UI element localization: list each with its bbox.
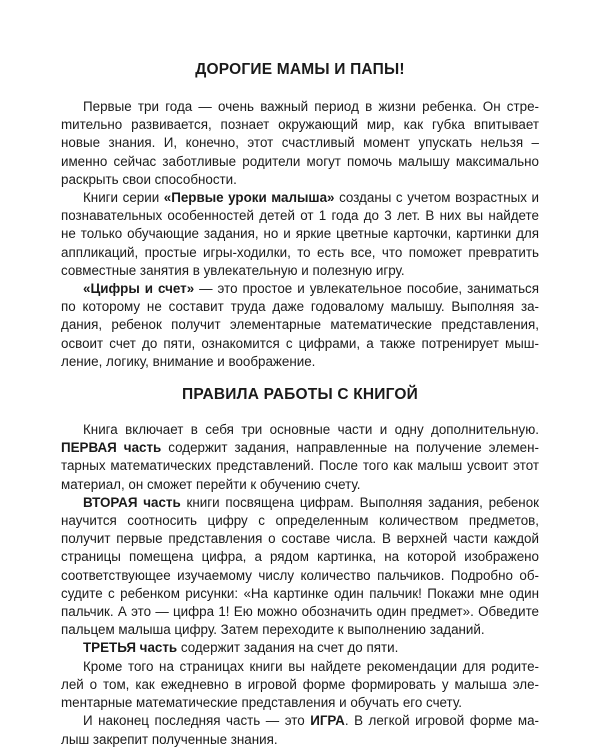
paragraph-structure: [61, 421, 539, 494]
text-segment: содержит задания, направленные на получение элементарных математических представлений. После того как малыш усвоит этот материал, он сможет перейти к обучению счету.: [61, 440, 539, 492]
paragraph-game: [61, 712, 539, 748]
paragraph-part-two: [61, 494, 539, 640]
bold-book-name: «Цифры и счет»: [83, 281, 195, 297]
text-segment: книги посвящена цифрам. Выполняя задания, ребенок научится соотносить цифру с определенным количеством предметов, получит первые представления о составе числа. В верхней части каждой страницы помещена цифра, а рядом картинка, на которой изображено соответствующее изучаемому числу количество пальчиков. Подробно обсудите с ребенком рисунки: «На картинке один пальчик! Покажи мне один пальчик. А это — цифра 1! Ею можно обозначить один предмет». Обведите пальцем малыша цифру. Затем переходите к выполнению заданий.: [61, 494, 539, 638]
bold-part-one: ПЕРВАЯ часть: [61, 440, 162, 456]
text-segment: И наконец последняя часть — это: [83, 713, 311, 729]
text-segment: созданы с учетом возрастных и познавательных особенностей детей от 1 года до 3 лет. В них вы найдете не только обучающие задания, но и яркие цветные карточки, картинки для аппликаций, простые игры-ходилки, то есть все, что поможет превратить совместные занятия в увлекательную и полезную игру.: [61, 190, 539, 278]
document-page: [61, 60, 539, 749]
paragraph-recommendations: Кроме того на страницах книги вы найдете рекомендации для родителей о том, как ежедневно в игровой форме формировать у малыша элеmентарные математические представления и обучать его счету.: [61, 658, 539, 711]
heading-book-rules: ПРАВИЛА РАБОТЫ С КНИГОЙ: [181, 386, 418, 404]
paragraph-intro: Первые три года — очень важный период в жизни ребенка. Он стреmительно развивается, познает окружающий мир, как губка впитывает новые знания. И, конечно, этот счастливый момент упускать нельзя – именно сейчас заботливые родители могут помочь малышу максимально раскрыть свои способности.: [61, 99, 539, 187]
text-segment: содержит задания на счет до пяти.: [177, 640, 399, 656]
heading-dear-parents: ДОРОГИЕ МАМЫ И ПАПЫ!: [195, 61, 405, 78]
text-segment: Книги серии: [83, 190, 164, 206]
text-segment: — это простое и увлекательное пособие, заниматься по которому не составит труда даже годовалому малышу. Выполняя задания, ребенок получит элементарные математические представления, освоит счет до пяти, ознакомится с цифрами, а также потренирует мышление, логику, внимание и воображение.: [61, 281, 539, 369]
text-segment: Книга включает в себя три основные части и одну дополнительную.: [83, 422, 539, 438]
paragraph-part-three: [61, 639, 539, 657]
paragraph-series: [61, 189, 539, 280]
bold-part-two: ВТОРАЯ часть: [83, 494, 181, 510]
bold-game: ИГРА: [310, 713, 345, 729]
text-segment: . В легкой игровой форме малыш закрепит полученные знания.: [61, 713, 539, 747]
paragraph-book-description: [61, 280, 539, 371]
bold-series-name: «Первые уроки малыша»: [163, 190, 335, 206]
bold-part-three: ТРЕТЬЯ часть: [83, 640, 178, 656]
